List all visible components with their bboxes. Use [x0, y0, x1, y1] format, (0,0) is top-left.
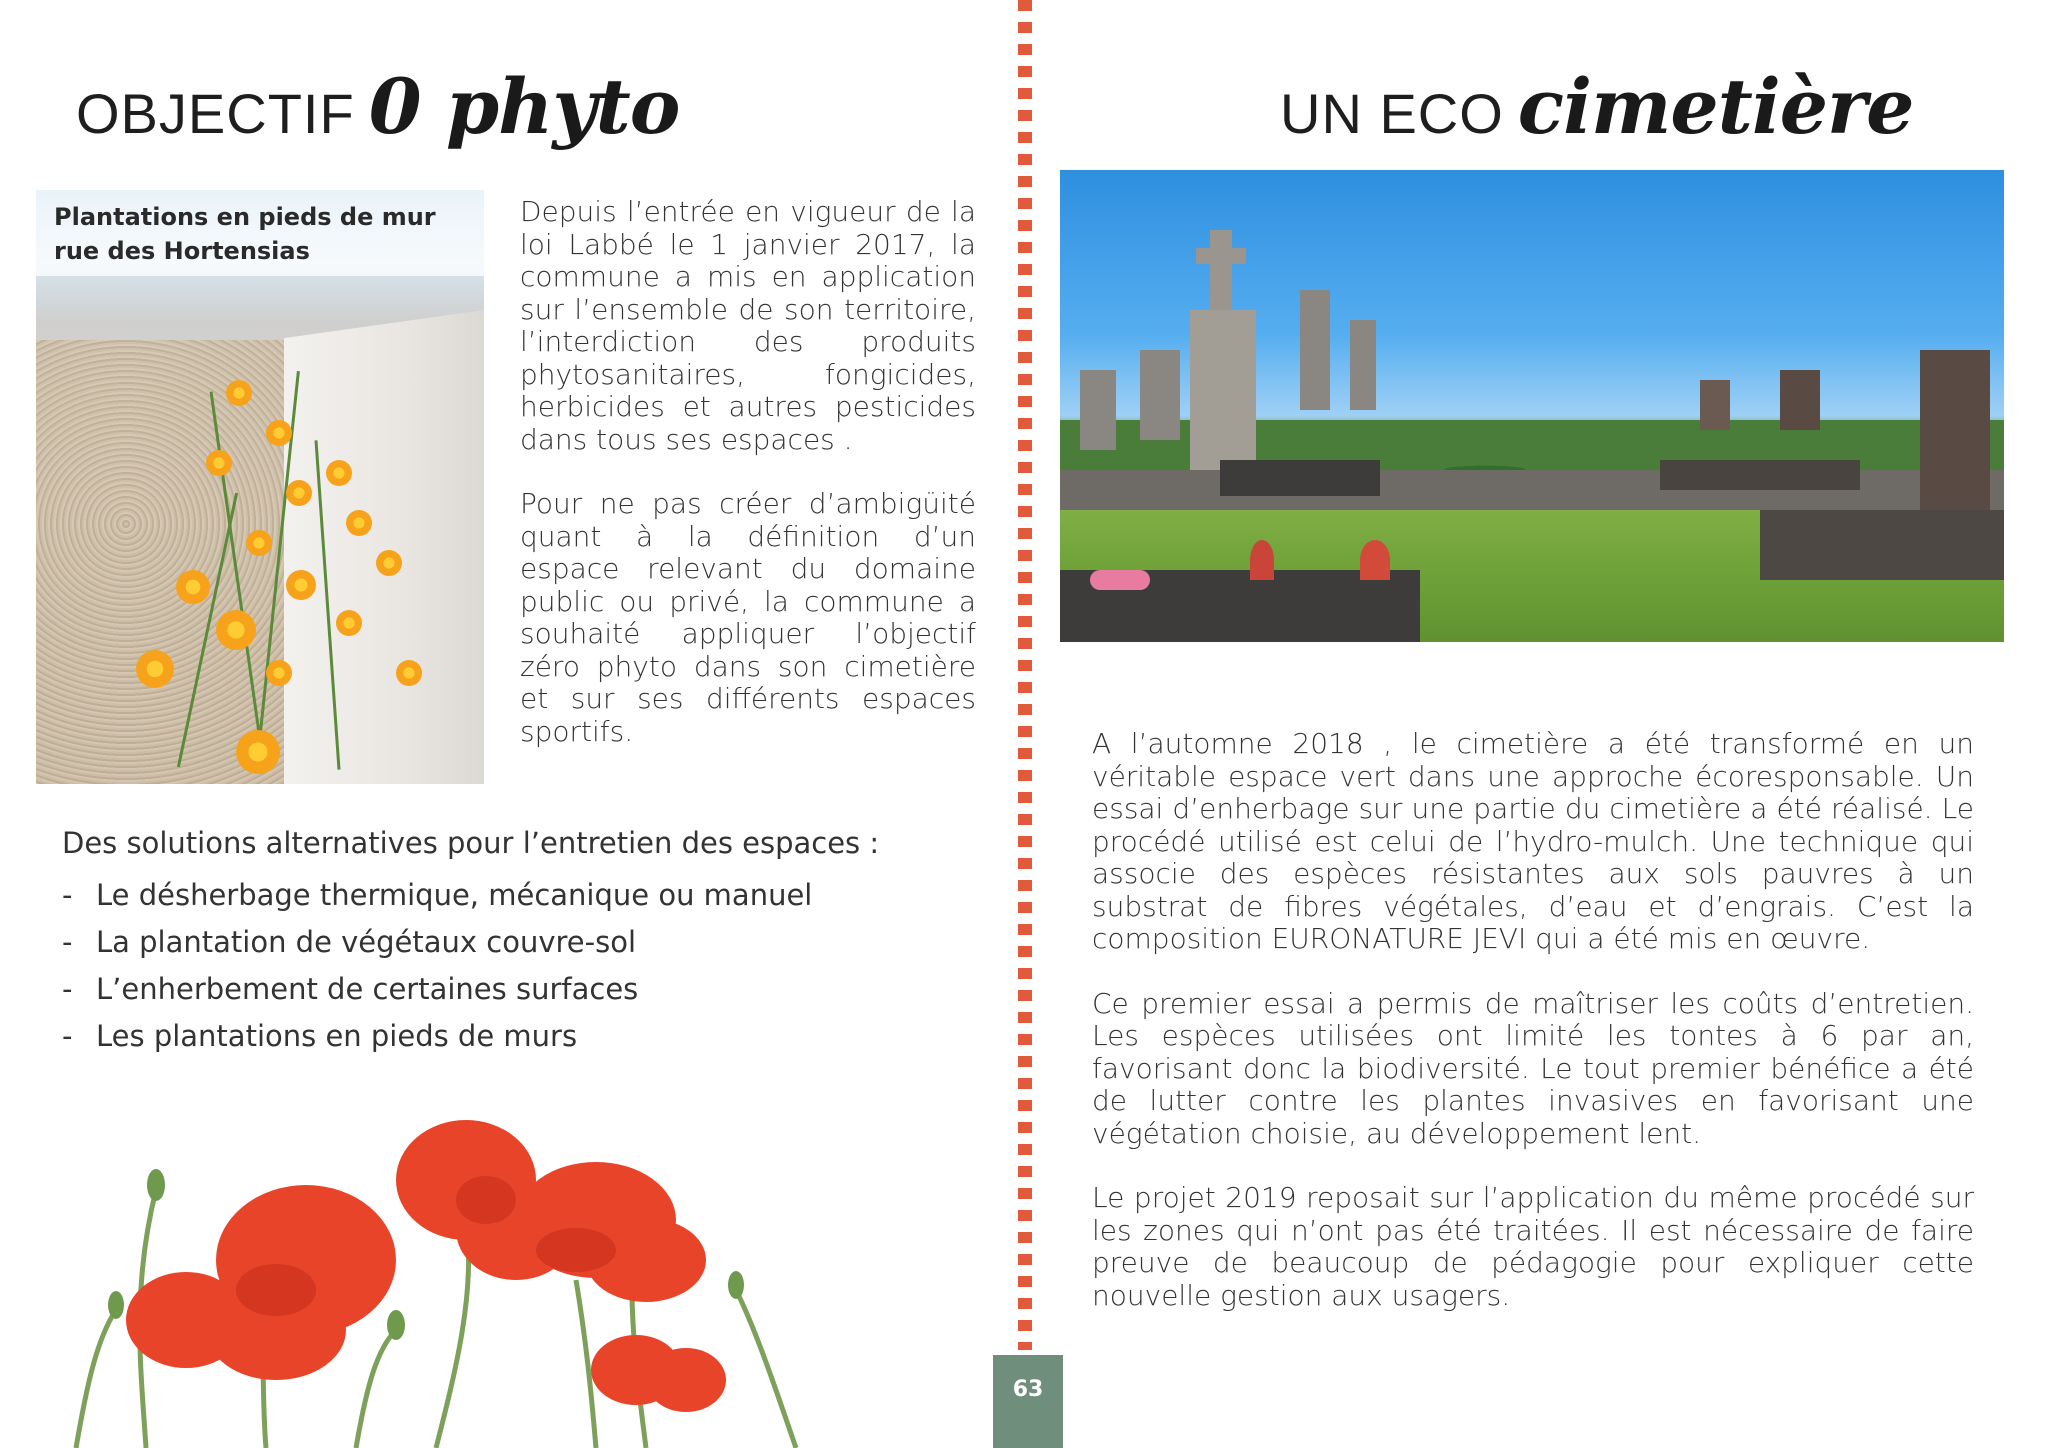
poppy-petals [126, 1120, 726, 1412]
poppy-flower [266, 660, 292, 686]
left-body-text [520, 196, 976, 780]
poppy-flower [206, 450, 232, 476]
right-title-plain: UN ECO [1280, 82, 1504, 145]
list-item-text: La plantation de végétaux couvre-sol [96, 925, 637, 959]
poppy-flower [236, 730, 280, 774]
list-item [62, 966, 812, 1013]
poppy-flower [396, 660, 422, 686]
photo-caption-line-2: rue des Hortensias [54, 237, 310, 265]
left-title-script: 0 phyto [368, 62, 680, 151]
flower-bed [1090, 570, 1150, 590]
grave-slab [1660, 460, 1860, 490]
left-paragraph: Pour ne pas créer d’ambigüité quant à la définition d’un espace relevant du domaine public ou privé, la commune a souhaité appliquer l’objectif zéro phyto dans son cimetière et sur ses différents espaces sportifs. [520, 487, 976, 748]
poppy-flower [246, 530, 272, 556]
poppy-flower [286, 570, 316, 600]
left-title-plain: OBJECTIF [76, 82, 355, 145]
poppy-flower [226, 380, 252, 406]
right-paragraph: Le projet 2019 reposait sur l’application du même procédé sur les zones qui n’ont pas été traitées. Il est nécessaire de faire preuve de beaucoup de pédagogie pour expliquer cette nouvelle gestion aux usagers. [1092, 1181, 1974, 1312]
page-number: 63 [993, 1355, 1063, 1448]
alternatives-list [62, 872, 812, 1060]
cross-arm [1196, 248, 1246, 264]
photo-caption-line-1: Plantations en pieds de mur [54, 203, 436, 231]
monument-base [1190, 310, 1256, 470]
cross-monument [1210, 230, 1232, 310]
right-paragraph: Ce premier essai a permis de maîtriser les coûts d’entretien. Les espèces utilisées ont limité les tontes à 6 par an, favorisant donc la biodiversité. Le tout premier bénéfice a été de lutter contre les plantes invasives en favorisant une végétation choisie, au développement lent. [1092, 986, 1974, 1150]
poppy-flower [266, 420, 292, 446]
list-marker: - [62, 1019, 73, 1053]
poppy-flower [326, 460, 352, 486]
poppy-flower [336, 610, 362, 636]
headstone [1350, 320, 1376, 410]
left-paragraph: Depuis l’entrée en vigueur de la loi Labbé le 1 janvier 2017, la commune a mis en application sur l’ensemble de son territoire, l’interdiction des produits phytosanitaires, fongicides, herbicides et autres pesticides dans tous ses espaces . [520, 195, 976, 456]
right-body-text [1092, 728, 1974, 1344]
list-item [62, 872, 812, 919]
list-item-text: Le désherbage thermique, mécanique ou manuel [96, 878, 813, 912]
grave-slab [1760, 510, 2004, 580]
list-marker: - [62, 878, 73, 912]
poppy-flower [346, 510, 372, 536]
photo-white-wall [284, 310, 484, 784]
headstone [1780, 370, 1820, 430]
list-item [62, 1013, 812, 1060]
cemetery-photo [1060, 170, 2004, 642]
page-separator [1018, 0, 1032, 1350]
list-marker: - [62, 925, 73, 959]
flower-pot [1250, 540, 1274, 580]
headstone [1140, 350, 1180, 440]
poppy-flower [376, 550, 402, 576]
poppy-flower [176, 570, 210, 604]
poppy-flower [136, 650, 174, 688]
photo-caption [36, 190, 484, 276]
right-paragraph: A l’automne 2018 , le cimetière a été transformé en un véritable espace vert dans une approche écoresponsable. Un essai d’enherbage sur une partie du cimetière a été réalisé. Le procédé utilisé est celui de l’hydro-mulch. Une technique qui associe des espèces résistantes aux sols pauvres à un substrat de fibres végétales, d’eau et d’engrais. C’est la composition EURONATURE JEVI qui a été mis en œuvre. [1092, 727, 1974, 955]
list-marker: - [62, 972, 73, 1006]
headstone [1080, 370, 1116, 450]
poppy-flower [286, 480, 312, 506]
poppy-flower [216, 610, 256, 650]
headstone [1700, 380, 1730, 430]
alternatives-intro: Des solutions alternatives pour l’entretien des espaces : [62, 826, 880, 860]
right-page-title [1280, 62, 1913, 151]
headstone [1300, 290, 1330, 410]
list-item [62, 919, 812, 966]
list-item-text: L’enherbement de certaines surfaces [96, 972, 639, 1006]
headstone [1920, 350, 1990, 510]
poppies-illustration [36, 1090, 856, 1448]
list-item-text: Les plantations en pieds de murs [96, 1019, 578, 1053]
left-page-title [76, 62, 679, 151]
right-title-script: cimetière [1517, 62, 1914, 151]
wall-plantings-photo [36, 190, 484, 784]
grave-slab [1220, 460, 1380, 496]
flower-pot [1360, 540, 1390, 580]
